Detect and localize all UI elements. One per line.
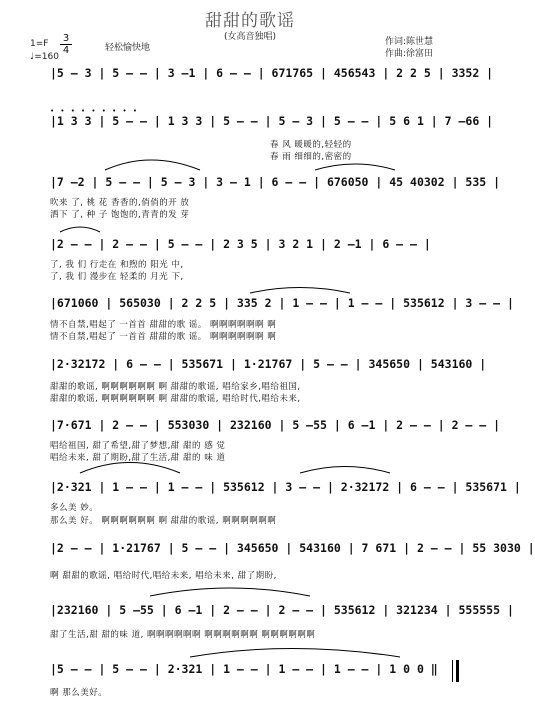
lyric-row-6-verse-2: 甜甜的歌谣, 啊啊啊啊啊啊 啊 甜甜的歌谣, 唱给时代,唱给未来,	[50, 394, 301, 404]
score-row-11: |5 – – | 5 – – | 2·321 | 1 – – | 1 – – | 1 – – | 1 0 0 ‖	[50, 662, 438, 676]
slur	[300, 467, 390, 474]
lyric-row-7-verse-1: 唱给祖国, 甜了希望,甜了梦想,甜 甜的 感 觉	[50, 441, 226, 451]
score-row-7: |7·671 | 2 – – | 553030 | 232160 | 5 –55 | 6 –1 | 2 – – | 2 – – |	[50, 418, 501, 432]
lyricist-credit: 作词:陈世慧	[385, 37, 434, 47]
score-row-2: |1 3 3 | 5 – – | 1 3 3 | 5 – – | 5 – 3 | 5 – – | 5 6 1 | 7 –66 |	[50, 114, 494, 128]
lyric-row-6-verse-1: 甜甜的歌谣, 啊啊啊啊啊啊 啊 甜甜的歌谣, 唱给家乡,唱给祖国,	[50, 382, 301, 392]
song-subtitle: (女高音独唱)	[223, 32, 277, 42]
lyric-row-4-verse-1: 了, 我 们 行走在 和煦的 阳光 中,	[50, 260, 184, 270]
time-signature-bottom: 4	[60, 44, 72, 56]
lyric-row-10: 甜了生活,甜 甜的味 道, 啊啊啊啊啊啊 啊啊啊啊啊啊 啊啊啊啊啊啊	[50, 630, 316, 640]
lyric-row-3-verse-1: 吹来 了, 桃 花 香香的,俏俏的开 放	[50, 198, 190, 208]
key-signature: 1=F	[30, 39, 49, 49]
lyric-row-2-verse-2: 春 雨 细细的,密密的	[270, 152, 352, 162]
expression-marking: 轻松愉快地	[105, 43, 151, 53]
score-row-5: |671060 | 565030 | 2 2 5 | 335 2 | 1 – – | 1 – – | 535612 | 3 – – |	[50, 296, 514, 310]
composer-credit: 作曲:徐富田	[385, 49, 434, 59]
slur	[315, 164, 395, 170]
slur	[250, 288, 350, 294]
time-signature-top: 3	[62, 33, 70, 44]
score-row-6: |2·32172 | 6 – – | 535671 | 1·21767 | 5 – – | 345650 | 543160 |	[50, 357, 487, 371]
lyric-row-9: 啊 甜甜的歌谣, 唱给时代,唱给未来, 唱给未来, 甜了期盼,	[50, 571, 277, 581]
score-row-1: |5 – 3 | 5 – – | 3 –1 | 6 – – | 671765 | 456543 | 2 2 5 | 3352 |	[50, 66, 494, 80]
lyric-row-2-verse-1: 春 风 暖暖的,轻轻的	[270, 140, 352, 150]
score-row-9: |2 – – | 1·21767 | 5 – – | 345650 | 543160 | 7 671 | 2 – – | 55 3030 |	[50, 541, 535, 555]
slur	[60, 227, 100, 232]
score-row-8: |2·321 | 1 – – | 1 – – | 535612 | 3 – – | 2·32172 | 6 – – | 535671 |	[50, 480, 521, 494]
lyric-row-8-verse-1: 多么美 妙。	[50, 503, 99, 513]
lyric-row-7-verse-2: 唱给未来, 甜了期盼,甜了生活,甜 甜的 味 道	[50, 453, 226, 463]
lyric-row-5-verse-1: 情不自禁,唱起了 一首首 甜甜的歌 谣。 啊啊啊啊啊啊 啊	[50, 320, 277, 330]
octave-dots: • • • • • • • • •	[50, 107, 139, 115]
lyric-row-4-verse-2: 了, 我 们 漫步在 轻柔的 月光 下,	[50, 272, 184, 282]
slur	[80, 463, 180, 474]
score-row-10: |232160 | 5 –55 | 6 –1 | 2 – – | 2 – – | 535612 | 321234 | 555555 |	[50, 603, 514, 617]
tempo-marking: ♩=160	[30, 52, 59, 62]
song-title: 甜甜的歌谣	[205, 11, 295, 31]
time-signature	[60, 33, 72, 56]
lyric-row-8-verse-2: 那么美 好。 啊啊啊啊啊啊 啊 甜甜的歌谣, 啊啊啊啊啊啊	[50, 516, 277, 526]
lyric-row-5-verse-2: 情不自禁,唱起了 一首首 甜甜的歌 谣。 啊啊啊啊啊啊 啊	[50, 332, 277, 342]
final-barline-thick	[456, 660, 459, 682]
lyric-row-3-verse-2: 洒下 了, 种 子 饱饱的,青青的发 芽	[50, 210, 190, 220]
slur	[190, 649, 400, 658]
score-row-4: |2 – – | 2 – – | 5 – – | 2 3 5 | 3 2 1 | 2 –1 | 6 – – |	[50, 237, 431, 251]
final-barline-thin	[452, 660, 453, 682]
slur	[150, 588, 310, 596]
slur	[105, 160, 200, 170]
score-row-3: |7 –2 | 5 – – | 5 – 3 | 3 – 1 | 6 – – | 676050 | 45 40302 | 535 |	[50, 175, 501, 189]
lyric-row-11: 啊 那么美好。	[50, 688, 108, 698]
